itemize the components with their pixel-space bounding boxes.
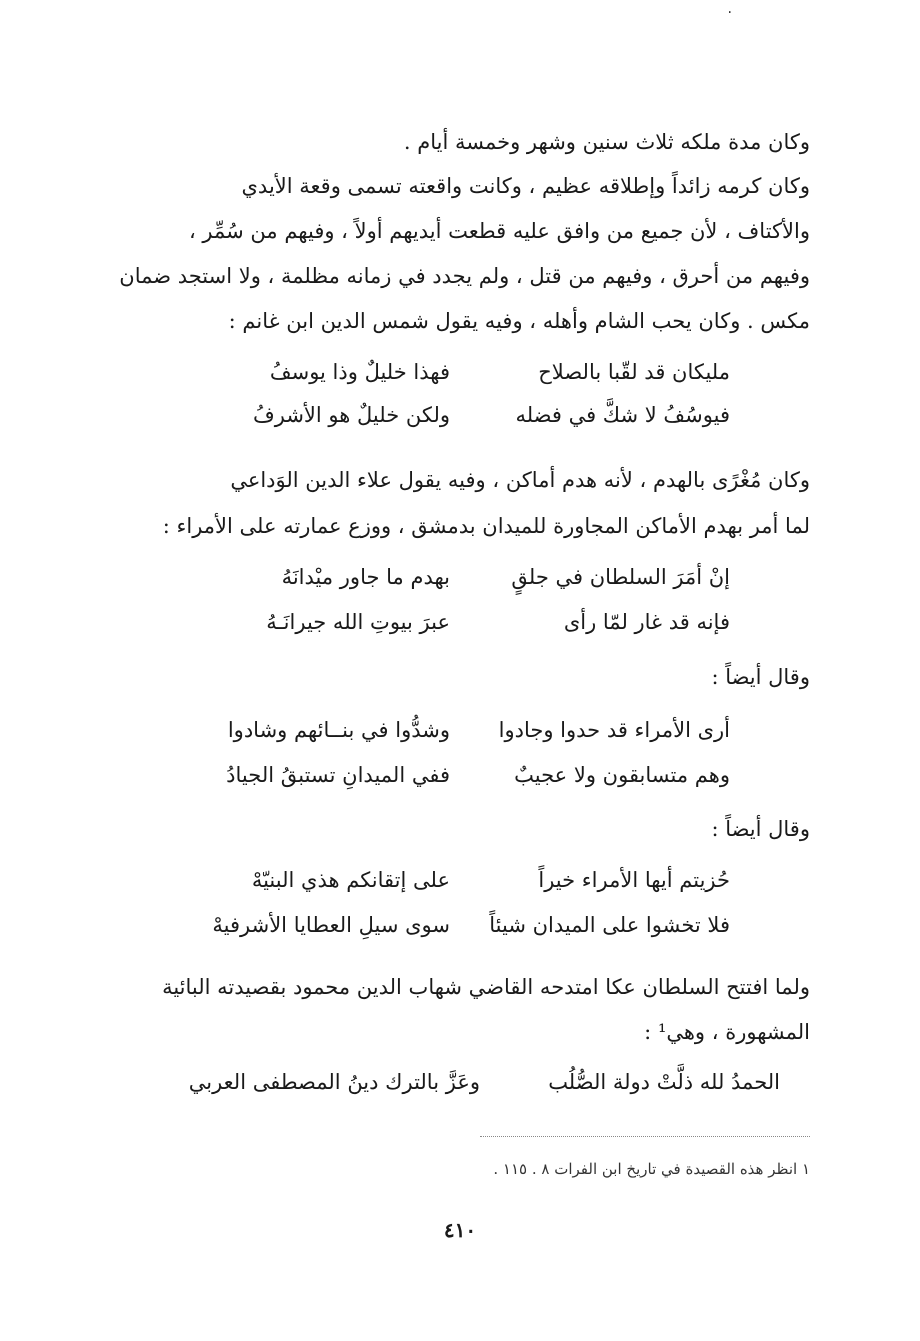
- verse-hemistich-second: ولكن خليلٌ هو الأشرفُ: [252, 403, 450, 427]
- verse-hemistich-second: ففي الميدانِ تستبقُ الجيادُ: [226, 763, 450, 787]
- verse-hemistich-first: مليكان قد لقّبا بالصلاح: [538, 360, 730, 384]
- verse-hemistich-first: الحمدُ لله ذلَّتْ دولة الصُّلُب: [548, 1070, 780, 1094]
- paragraph-line: ولما افتتح السلطان عكا امتدحه القاضي شهاب الدين محمود بقصيدته البائية: [162, 975, 810, 999]
- verse-hemistich-first: فيوسُفُ لا شكَّ في فضله: [515, 403, 730, 427]
- verse-hemistich-first: إنْ أمَرَ السلطان في جلقٍ: [511, 565, 730, 589]
- verse-hemistich-second: سوى سيلِ العطايا الأشرفيهْ: [212, 913, 450, 937]
- paragraph-line: وكان كرمه زائداً وإطلاقه عظيم ، وكانت واقعته تسمى وقعة الأيدي: [241, 174, 810, 198]
- footnote: ١ انظر هذه القصيدة في تاريخ ابن الفرات ٨ . ١١٥ .: [493, 1160, 810, 1178]
- verse-hemistich-second: وشدُّوا في بنــائهم وشادوا: [227, 718, 450, 742]
- said-also-label: وقال أيضاً :: [711, 665, 810, 689]
- verse-hemistich-first: حُزيتم أيها الأمراء خيراً: [538, 868, 730, 892]
- paragraph-line: والأكتاف ، لأن جميع من وافق عليه قطعت أيديهم أولاً ، وفيهم من سُمِّر ،: [188, 219, 810, 243]
- verse-hemistich-second: بهدم ما جاور ميْدانَهُ: [281, 565, 450, 589]
- paragraph-line: مكس . وكان يحب الشام وأهله ، وفيه يقول شمس الدين ابن غانم :: [228, 309, 810, 333]
- said-also-label: وقال أيضاً :: [711, 817, 810, 841]
- verse-hemistich-second: وعَزَّ بالترك دينُ المصطفى العربي: [188, 1070, 480, 1094]
- verse-hemistich-second: فهذا خليلٌ وذا يوسفُ: [269, 360, 450, 384]
- verse-hemistich-first: وهم متسابقون ولا عجيبٌ: [514, 763, 730, 787]
- paragraph-line: وكان مُغْرًى بالهدم ، لأنه هدم أماكن ، وفيه يقول علاء الدين الوَداعي: [230, 468, 810, 492]
- verse-hemistich-second: على إتقانكم هذي البنيّهْ: [251, 868, 450, 892]
- paragraph-reign-length: وكان مدة ملكه ثلاث سنين وشهر وخمسة أيام .: [403, 130, 810, 154]
- verse-hemistich-first: فإنه قد غار لمّا رأى: [563, 610, 730, 634]
- page-number: ٤١٠: [443, 1218, 477, 1242]
- top-mark: ٠: [726, 4, 734, 20]
- paragraph-line: وفيهم من أحرق ، وفيهم من قتل ، ولم يجدد في زمانه مظلمة ، ولا استجد ضمان: [119, 264, 810, 288]
- paragraph-line: المشهورة ، وهي¹ :: [644, 1020, 810, 1044]
- paragraph-line: لما أمر بهدم الأماكن المجاورة للميدان بدمشق ، ووزع عمارته على الأمراء :: [162, 514, 810, 538]
- verse-hemistich-first: فلا تخشوا على الميدان شيئاً: [489, 913, 730, 937]
- verse-hemistich-first: أرى الأمراء قد حدوا وجادوا: [498, 718, 730, 742]
- footnote-separator: [480, 1136, 810, 1137]
- verse-hemistich-second: عبرَ بيوتِ الله جيرانَـهُ: [266, 610, 450, 634]
